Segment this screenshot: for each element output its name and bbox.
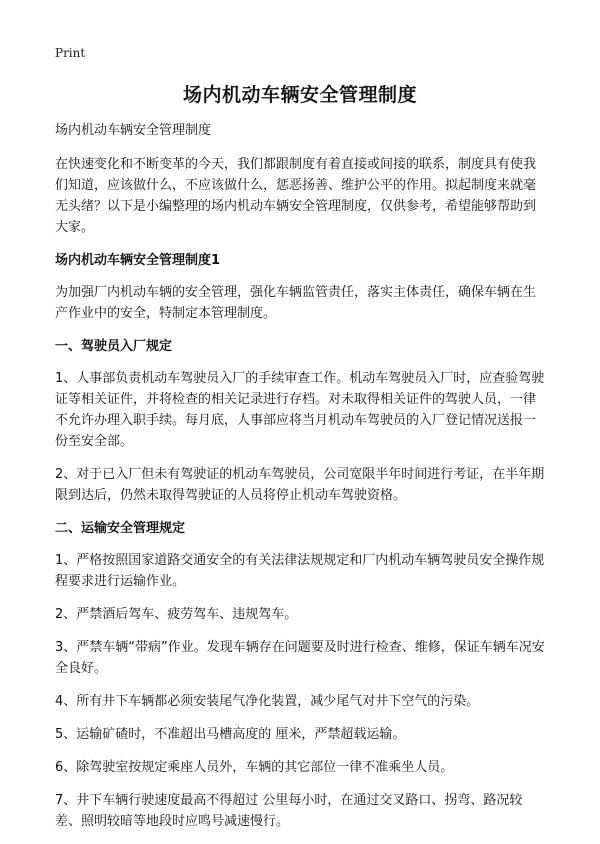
part2-item: 2、严禁酒后驾车、疲劳驾车、违规驾车。 bbox=[55, 607, 298, 622]
part2-item: 6、除驾驶室按规定乘座人员外，车辆的其它部位一律不准乘坐人员。 bbox=[55, 760, 454, 775]
print-label: Print bbox=[55, 46, 86, 60]
subtitle: 场内机动车辆安全管理制度 bbox=[55, 123, 212, 138]
part2-item: 7、井下车辆行驶速度最高不得超过 公里每小时，在通过交叉路口、拐弯、路况较差、照明较暗等地段时应鸣号减速慢行。 bbox=[55, 793, 523, 829]
part1-item: 2、对于已入厂但未有驾驶证的机动车驾驶员，公司宽限半年时间进行考证，在半年期限到达后，仍然未取得驾驶证的人员将停止机动车驾驶资格。 bbox=[55, 467, 545, 503]
document-body bbox=[55, 120, 547, 844]
part1-heading: 一、驾驶员入厂规定 bbox=[55, 339, 173, 354]
intro-paragraph: 在快速变化和不断变革的今天，我们都跟制度有着直接或间接的联系，制度具有使我们知道，应该做什么，不应该做什么，惩恶扬善、维护公平的作用。拟起制度来就毫无头绪？以下是小编整理的场内机动车辆安全管理制度，仅供参考，希望能够帮助到大家。 bbox=[55, 157, 537, 235]
section-title: 场内机动车辆安全管理制度1 bbox=[55, 253, 221, 268]
page-title: 场内机动车辆安全管理制度 bbox=[182, 84, 417, 106]
purpose-paragraph: 为加强厂内机动车辆的安全管理，强化车辆监管责任，落实主体责任，确保车辆在生产作业中的安全，特制定本管理制度。 bbox=[55, 285, 537, 321]
part2-item: 1、严格按照国家道路交通安全的有关法律法规规定和厂内机动车辆驾驶员安全操作规程要求进行运输作业。 bbox=[55, 553, 545, 589]
part1-item: 1、人事部负责机动车驾驶员入厂的手续审查工作。机动车驾驶员入厂时，应查验驾驶证等相关证件，并将检查的相关记录进行存档。对未取得相关证件的驾驶人员，一律不允许办理入职手续。每月底，人事部应将当月机动车驾驶员的入厂登记情况送报一份至安全部。 bbox=[55, 371, 545, 449]
part2-item: 4、所有井下车辆都必须安装尾气净化装置，减少尾气对井下空气的污染。 bbox=[55, 694, 480, 709]
part2-item: 5、运输矿碴时，不准超出马槽高度的 厘米，严禁超载运输。 bbox=[55, 727, 406, 742]
part2-item: 3、严禁车辆“带病”作业。发现车辆存在问题要及时进行检查、维修，保证车辆车况安全良好。 bbox=[55, 640, 545, 676]
part2-heading: 二、运输安全管理规定 bbox=[55, 521, 186, 536]
